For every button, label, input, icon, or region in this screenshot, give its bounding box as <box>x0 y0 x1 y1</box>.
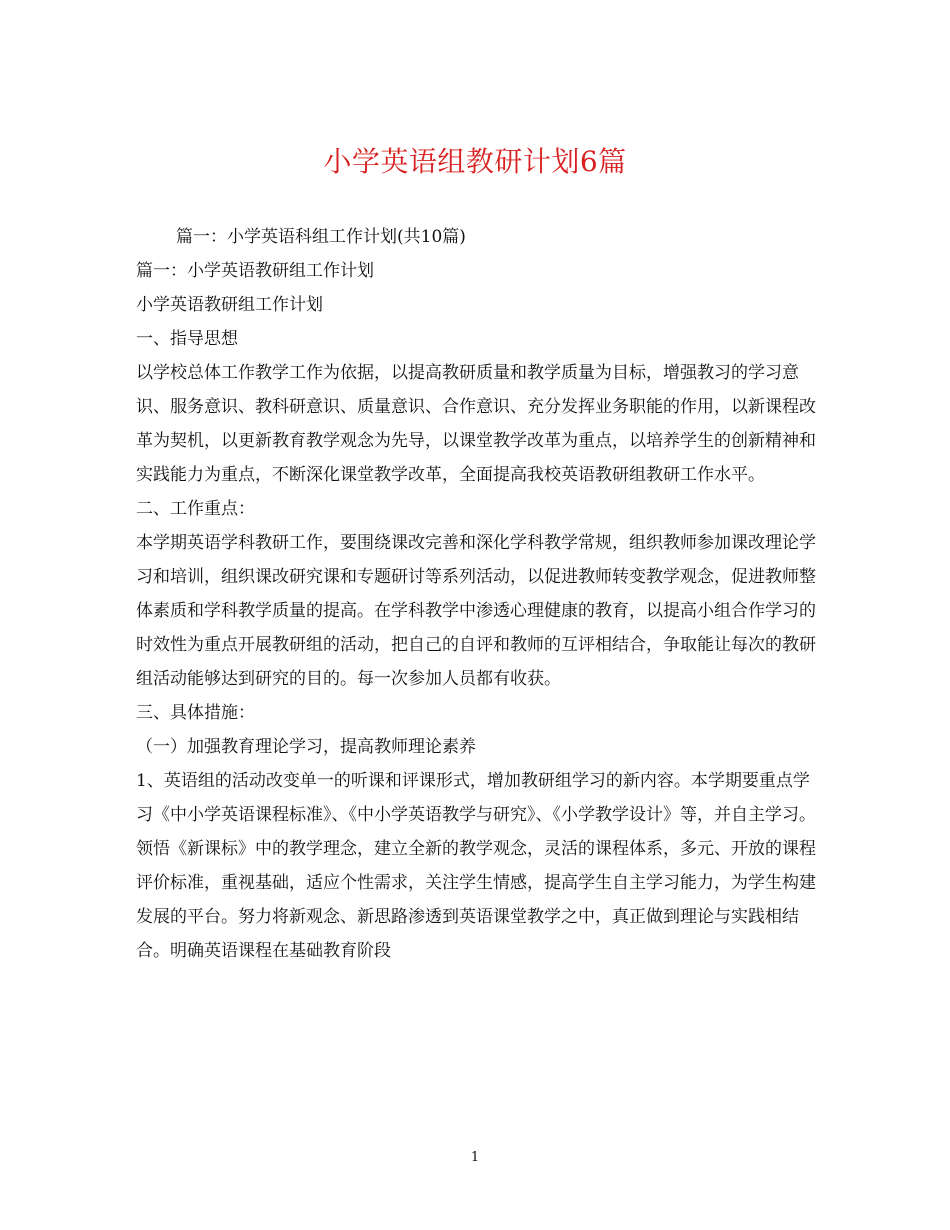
document-title: 小学英语组教研计划6篇 <box>323 145 627 178</box>
paragraph: 篇一：小学英语科组工作计划(共10篇) <box>176 227 466 247</box>
paragraph: 本学期英语学科教研工作，要围绕课改完善和深化学科教学常规，组织教师参加课改理论学习和培训，组织课改研究课和专题研讨等系列活动，以促进教师转变教学观念，促进教师整体素质和学科教学质量的提高。在学科教学中渗透心理健康的教育，以提高小组合作学习的时效性为重点开展教研组的活动，把自己的自评和教师的互评相结合，争取能让每次的教研组活动能够达到研究的目的。每一次参加人员都有收获。 <box>136 533 816 689</box>
document-body <box>136 220 816 968</box>
section-heading: 一、指导思想 <box>136 329 238 349</box>
paragraph: 以学校总体工作教学工作为依据，以提高教研质量和教学质量为目标，增强教习的学习意识、服务意识、教科研意识、质量意识、合作意识、充分发挥业务职能的作用，以新课程改革为契机，以更新教育教学观念为先导，以课堂教学改革为重点，以培养学生的创新精神和实践能力为重点，不断深化课堂教学改革，全面提高我校英语教研组教研工作水平。 <box>136 363 816 485</box>
section-heading: 二、工作重点： <box>136 499 255 519</box>
paragraph: 篇一：小学英语教研组工作计划 <box>136 261 374 281</box>
page-number: 1 <box>470 1150 480 1165</box>
section-heading: 三、具体措施： <box>136 703 255 723</box>
paragraph: 1、英语组的活动改变单一的听课和评课形式，增加教研组学习的新内容。本学期要重点学习《中小学英语课程标准》、《中小学英语教学与研究》、《小学教学设计》等，并自主学习。领悟《新课标》中的教学理念，建立全新的教学观念，灵活的课程体系，多元、开放的课程评价标准，重视基础，适应个性需求，关注学生情感，提高学生自主学习能力，为学生构建发展的平台。努力将新观念、新思路渗透到英语课堂教学之中，真正做到理论与实践相结合。明确英语课程在基础教育阶段 <box>136 771 816 961</box>
subsection-heading: （一）加强教育理论学习，提高教师理论素养 <box>136 737 476 757</box>
paragraph: 小学英语教研组工作计划 <box>136 295 323 315</box>
